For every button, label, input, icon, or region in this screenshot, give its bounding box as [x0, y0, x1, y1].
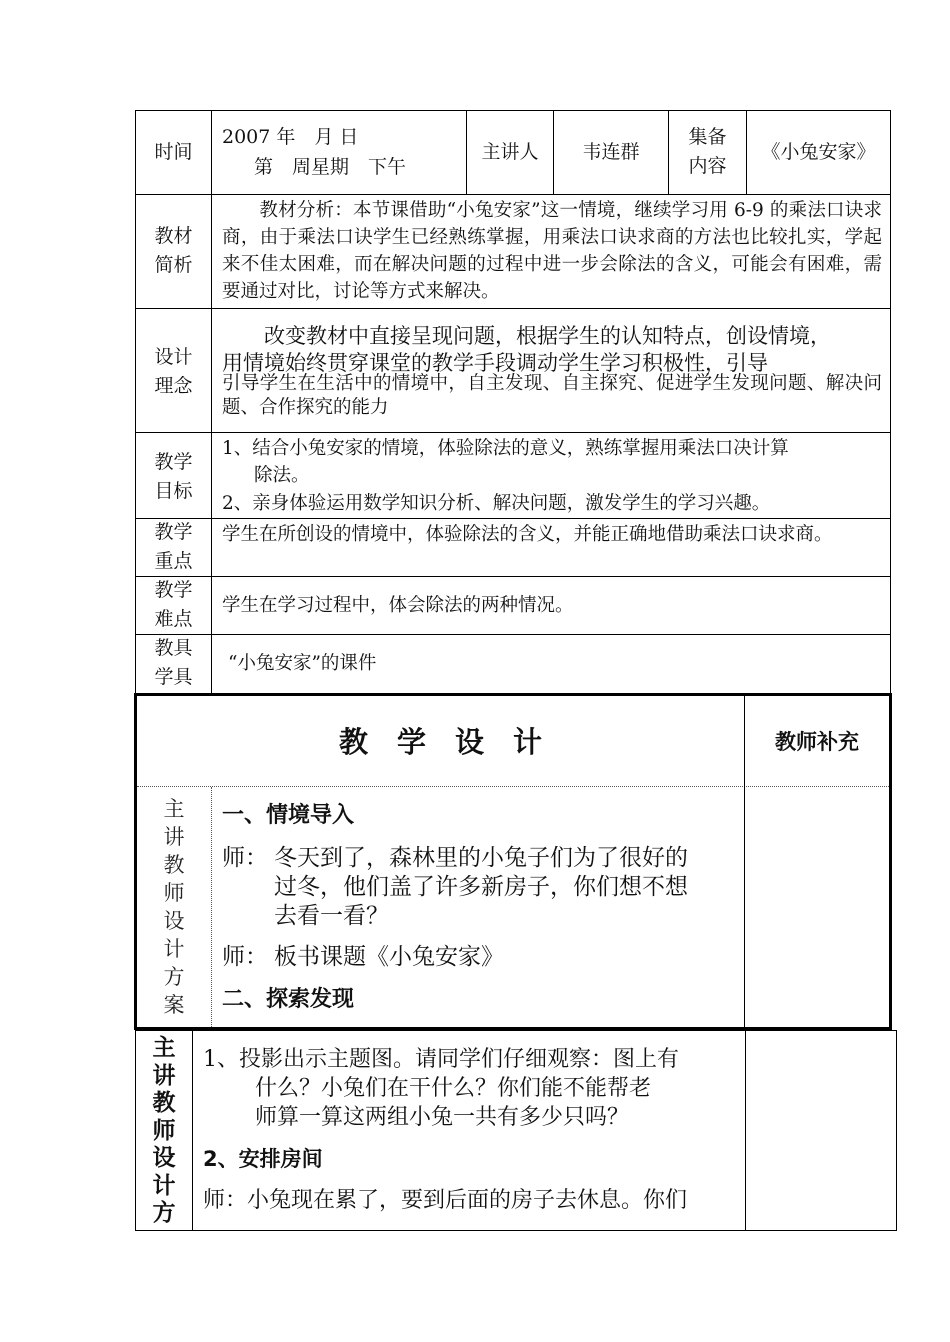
row-divider — [135, 518, 891, 519]
item-1-line-2: 什么？小兔们在干什么？你们能不能帮老 — [255, 1076, 652, 1101]
analysis-label-2: 简析 — [154, 254, 193, 276]
side-char: 主 — [163, 797, 185, 821]
side-char: 教 — [152, 1090, 176, 1116]
collect-label-1: 集备 — [688, 126, 727, 148]
continuation-side-label — [136, 1035, 192, 1228]
row-divider — [135, 432, 891, 433]
speaker-name: 韦连群 — [582, 141, 640, 163]
time-line-1: 2007 年 月 日 — [222, 126, 359, 148]
design-header-divider — [137, 786, 889, 787]
side-char: 计 — [163, 937, 185, 961]
side-char: 案 — [163, 993, 185, 1017]
row-divider — [135, 194, 891, 195]
design-title: 教 学 设 计 — [338, 725, 542, 759]
section-2-heading: 二、探索发现 — [222, 987, 355, 1012]
section-1-heading: 一、情境导入 — [222, 803, 355, 828]
continuation-bottom — [135, 1230, 897, 1231]
goal-2: 2、亲身体验运用数学知识分析、解决问题，激发学生的学习兴趣。 — [222, 493, 771, 514]
row-divider — [135, 634, 891, 635]
keypoint-label-2: 重点 — [154, 550, 193, 572]
goal-1-line-a: 1、结合小兔安家的情境，体验除法的意义，熟练掌握用乘法口决计算 — [222, 438, 789, 459]
goals-label-1: 教学 — [154, 451, 193, 473]
concept-text-line-3: 引导学生在生活中的情境中，自主发现、自主探究、促进学生发现问题、解决问题、合作探究的能力 — [222, 373, 882, 418]
side-char: 讲 — [163, 825, 185, 849]
item-2-line-1: 师：小兔现在累了，要到后面的房子去休息。你们 — [203, 1188, 688, 1213]
concept-label-2: 理念 — [154, 375, 193, 397]
design-side-label — [137, 795, 211, 1019]
side-char: 方 — [152, 1200, 176, 1226]
side-char: 设 — [152, 1145, 176, 1171]
item-2-heading: 2、安排房间 — [203, 1147, 323, 1171]
speaker-label: 主讲人 — [481, 141, 539, 163]
analysis-label-1: 教材 — [154, 225, 193, 247]
difficulty-label-1: 教学 — [154, 579, 193, 601]
table-border-right — [890, 110, 891, 694]
label-column-divider — [211, 110, 212, 694]
difficulty-text: 学生在学习过程中，体会除法的两种情况。 — [222, 595, 574, 616]
dialogue-line-a1: 冬天到了，森林里的小兔子们为了很好的 — [274, 845, 688, 871]
dialogue-line-a3: 去看一看？ — [274, 903, 389, 929]
time-label: 时间 — [154, 141, 193, 163]
concept-text-line-1: 改变教材中直接呈现问题，根据学生的认知特点，创设情境， — [222, 324, 831, 348]
row-divider — [135, 308, 891, 309]
item-1-line-1: 1、投影出示主题图。请同学们仔细观察：图上有 — [203, 1047, 679, 1072]
keypoint-label-1: 教学 — [154, 521, 193, 543]
tools-text: “小兔安家”的课件 — [228, 653, 377, 674]
dialogue-line-a2: 过冬，他们盖了许多新房子，你们想不想 — [274, 874, 688, 900]
continuation-label-divider — [192, 1030, 193, 1230]
side-char: 师 — [163, 881, 185, 905]
goal-1-line-b: 除法。 — [254, 465, 310, 486]
side-char: 计 — [152, 1172, 176, 1199]
tools-label-2: 学具 — [154, 666, 193, 688]
side-char: 师 — [152, 1117, 176, 1144]
continuation-top — [135, 1030, 897, 1031]
side-char: 讲 — [152, 1062, 176, 1089]
row-divider — [135, 576, 891, 577]
tools-label-1: 教具 — [154, 637, 193, 659]
side-char: 教 — [163, 853, 185, 877]
side-char: 设 — [163, 909, 185, 933]
continuation-supplement-divider — [745, 1030, 746, 1230]
teacher-prefix: 师： — [222, 944, 268, 970]
analysis-text: 教材分析：本节课借助“小兔安家”这一情境，继续学习用 6-9 的乘法口诀求商，由于乘法口诀学生已经熟练掌握，用乘法口诀求商的方法也比较扎实，学起来不佳太困难，而在解决问题的过程中进一步会除法的含义，可能会有困难，需要通过对比，讨论等方式来解决。 — [222, 200, 882, 302]
concept-label-1: 设计 — [154, 346, 193, 368]
supplement-label: 教师补充 — [775, 730, 859, 754]
side-label-divider — [211, 787, 212, 1027]
concept-text-line-2: 用情境始终贯穿课堂的教学手段调动学生学习积极性，引导 — [222, 351, 768, 375]
teacher-prefix: 师： — [222, 845, 268, 871]
keypoint-text: 学生在所创设的情境中，体验除法的含义，并能正确地借助乘法口诀求商。 — [222, 524, 833, 545]
lesson-title: 《小兔安家》 — [761, 141, 876, 163]
goals-label-2: 目标 — [154, 480, 193, 502]
continuation-right — [896, 1030, 897, 1230]
item-1-line-3: 师算一算这两组小兔一共有多少只吗？ — [255, 1105, 630, 1130]
side-char: 方 — [163, 965, 185, 989]
difficulty-label-2: 难点 — [154, 608, 193, 630]
time-line-2: 第 周星期 下午 — [254, 156, 407, 178]
table-border-top — [135, 110, 891, 111]
dialogue-line-b: 板书课题《小兔安家》 — [274, 944, 504, 970]
collect-label-2: 内容 — [688, 155, 727, 177]
side-char: 主 — [152, 1035, 176, 1061]
